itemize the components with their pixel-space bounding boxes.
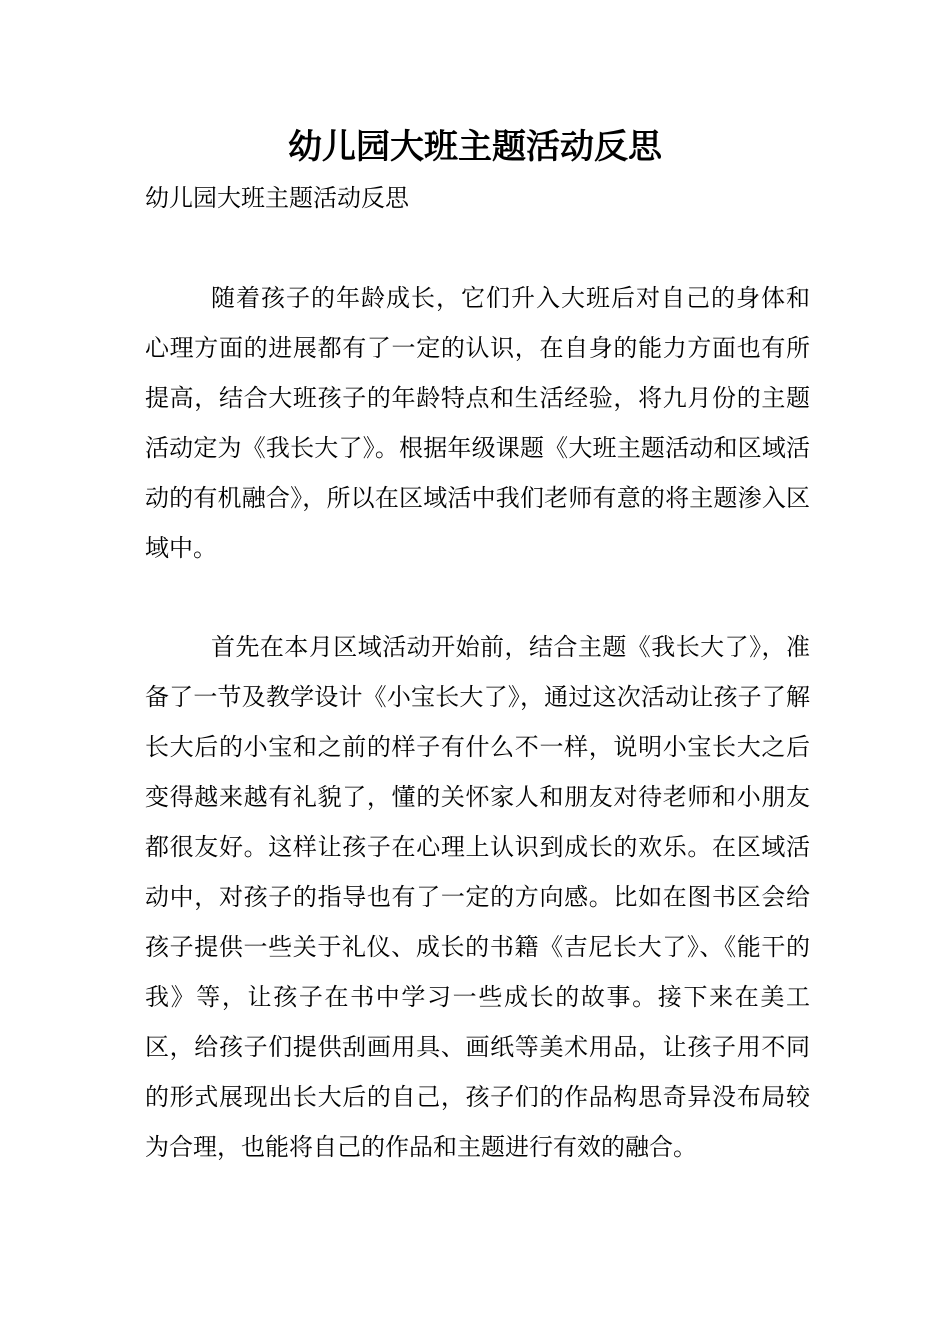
- body-paragraph-1: 随着孩子的年龄成长，它们升入大班后对自己的身体和心理方面的进展都有了一定的认识，在自身的能力方面也有所提高，结合大班孩子的年龄特点和生活经验，将九月份的主题活动定为《我长大了》。根据年级课题《大班主题活动和区域活动的有机融合》，所以在区域活中我们老师有意的将主题渗入区域中。: [145, 284, 810, 562]
- body-paragraph-2: 首先在本月区域活动开始前，结合主题《我长大了》，准备了一节及教学设计《小宝长大了》，通过这次活动让孩子了解长大后的小宝和之前的样子有什么不一样，说明小宝长大之后变得越来越有礼貌了，懂的关怀家人和朋友对待老师和小朋友都很友好。这样让孩子在心理上认识到成长的欢乐。在区域活动中，对孩子的指导也有了一定的方向感。比如在图书区会给孩子提供一些关于礼仪、成长的书籍《吉尼长大了》、《能干的我》等，让孩子在书中学习一些成长的故事。接下来在美工区，给孩子们提供刮画用具、画纸等美术用品，让孩子用不同的形式展现出长大后的自己，孩子们的作品构思奇异没布局较为合理，也能将自己的作品和主题进行有效的融合。: [145, 633, 810, 1161]
- document-subtitle: 幼儿园大班主题活动反思: [145, 184, 409, 212]
- document-title: 幼儿园大班主题活动反思: [288, 127, 662, 167]
